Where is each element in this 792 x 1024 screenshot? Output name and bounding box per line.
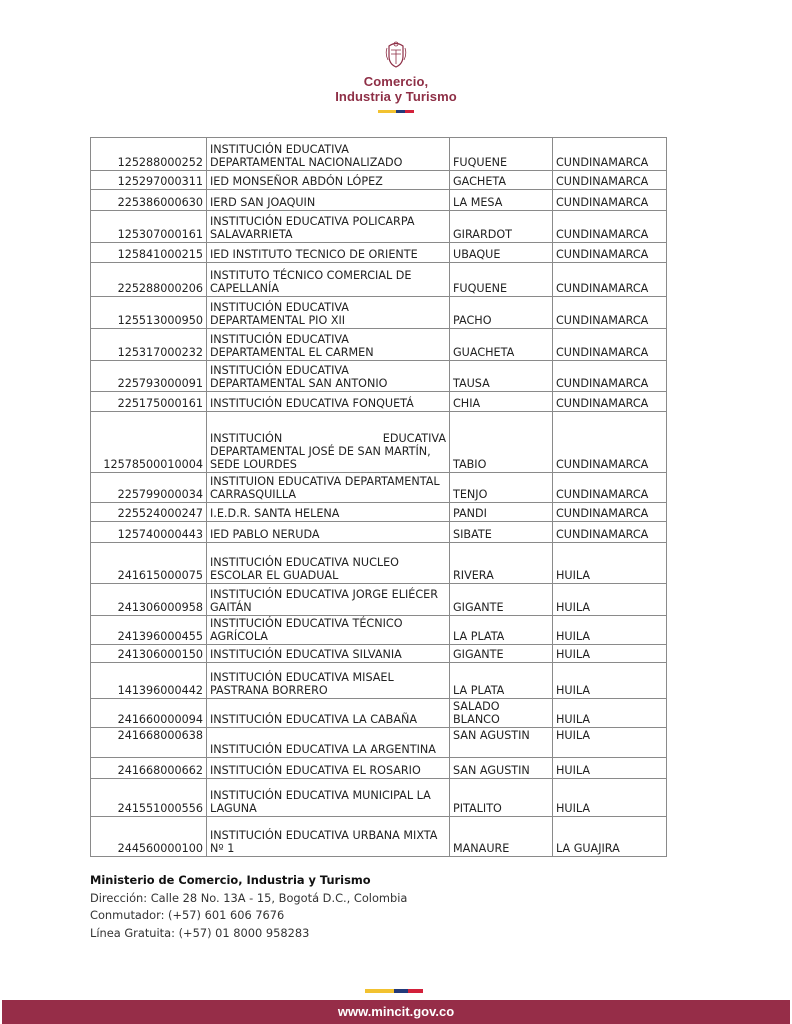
address: Dirección: Calle 28 No. 13A - 15, Bogotá D.C., Colombia <box>90 890 408 905</box>
cell-department: CUNDINAMARCA <box>553 473 667 503</box>
table-row <box>91 412 667 473</box>
table-row <box>91 138 667 171</box>
cell-code: 125317000232 <box>91 329 207 361</box>
website-footer-bar <box>2 1000 790 1024</box>
table-row <box>91 645 667 663</box>
ministry-logo <box>300 40 492 113</box>
institution-name-text: INSTITUCIÓN EDUCATIVA LA ARGENTINA <box>210 743 436 756</box>
cell-department: HUILA <box>553 616 667 645</box>
institution-name-text: INSTITUCIÓN EDUCATIVA DEPARTAMENTAL EL CARMEN <box>210 333 374 359</box>
cell-institution-name <box>207 817 450 857</box>
institution-name-text: INSTITUCIÓN EDUCATIVA MUNICIPAL LA LAGUNA <box>210 789 431 815</box>
cell-code: 241306000150 <box>91 645 207 663</box>
cell-institution-name <box>207 584 450 616</box>
cell-department: LA GUAJIRA <box>553 817 667 857</box>
toll-free-phone: Línea Gratuita: (+57) 01 8000 958283 <box>90 925 310 940</box>
institution-name-text: INSTITUCIÓN EDUCATIVA EL ROSARIO <box>210 764 421 777</box>
cell-institution-name <box>207 263 450 297</box>
institution-name-text: INSTITUCIÓN EDUCATIVA URBANA MIXTA <box>210 829 438 842</box>
institution-name-text: INSTITUCIÓN EDUCATIVA TÉCNICO AGRÍCOLA <box>210 617 403 643</box>
cell-municipality: PANDI <box>450 503 553 522</box>
cell-department: HUILA <box>553 645 667 663</box>
cell-department: CUNDINAMARCA <box>553 138 667 171</box>
cell-municipality: FUQUENE <box>450 138 553 171</box>
cell-code: 125841000215 <box>91 243 207 263</box>
institution-name-text: IERD SAN JOAQUIN <box>210 196 316 209</box>
cell-department: CUNDINAMARCA <box>553 211 667 243</box>
cell-institution-name <box>207 699 450 728</box>
table-row <box>91 522 667 543</box>
cell-institution-name <box>207 503 450 522</box>
institution-name-text: I.E.D.R. SANTA HELENA <box>210 507 340 520</box>
cell-code: 125307000161 <box>91 211 207 243</box>
cell-code: 125513000950 <box>91 297 207 329</box>
cell-municipality: MANAURE <box>450 817 553 857</box>
cell-department: CUNDINAMARCA <box>553 190 667 211</box>
cell-institution-name <box>207 522 450 543</box>
cell-institution-name <box>207 779 450 817</box>
cell-municipality: PITALITO <box>450 779 553 817</box>
cell-code: 225288000206 <box>91 263 207 297</box>
cell-institution-name <box>207 329 450 361</box>
cell-institution-name <box>207 138 450 171</box>
cell-municipality: GUACHETA <box>450 329 553 361</box>
institution-name-text: IED PABLO NERUDA <box>210 528 320 541</box>
cell-department: HUILA <box>553 699 667 728</box>
cell-institution-name <box>207 361 450 392</box>
cell-institution-name <box>207 171 450 190</box>
institution-name-text: INSTITUTO TÉCNICO COMERCIAL DE CAPELLANÍA <box>210 269 412 295</box>
cell-municipality: FUQUENE <box>450 263 553 297</box>
institution-name-text: IED INSTITUTO TECNICO DE ORIENTE <box>210 248 418 261</box>
website-link[interactable]: www.mincit.gov.co <box>337 1004 455 1019</box>
cell-institution-name <box>207 190 450 211</box>
cell-municipality: CHIA <box>450 392 553 412</box>
cell-code: 225793000091 <box>91 361 207 392</box>
institution-name-text: IED MONSEÑOR ABDÓN LÓPEZ <box>210 175 383 188</box>
cell-municipality: TABIO <box>450 412 553 473</box>
cell-department: HUILA <box>553 543 667 584</box>
institution-name-text: INSTITUCIÓN EDUCATIVA SILVANIA <box>210 648 402 661</box>
cell-code: 225386000630 <box>91 190 207 211</box>
bottom-flag-stripe <box>365 989 423 993</box>
cell-department: CUNDINAMARCA <box>553 243 667 263</box>
logo-line-1: Comercio, <box>363 74 429 89</box>
table-row <box>91 728 667 758</box>
cell-department: CUNDINAMARCA <box>553 361 667 392</box>
cell-code: 241660000094 <box>91 699 207 728</box>
coat-of-arms-icon <box>385 40 407 70</box>
cell-department: HUILA <box>553 663 667 699</box>
cell-institution-name <box>207 543 450 584</box>
table-row <box>91 616 667 645</box>
cell-institution-name <box>207 392 450 412</box>
cell-code: 241396000455 <box>91 616 207 645</box>
cell-code: 225799000034 <box>91 473 207 503</box>
cell-municipality: GIRARDOT <box>450 211 553 243</box>
table-row <box>91 361 667 392</box>
cell-department: CUNDINAMARCA <box>553 503 667 522</box>
institution-name-text: INSTITUCIÓN EDUCATIVA DEPARTAMENTAL PIO XII <box>210 301 349 327</box>
table-row <box>91 758 667 779</box>
cell-department: CUNDINAMARCA <box>553 263 667 297</box>
institution-name-text-line2: Nº 1 <box>210 842 235 855</box>
switchboard-phone: Conmutador: (+57) 601 606 7676 <box>90 908 285 922</box>
institution-name-text: INSTITUCIÓN EDUCATIVA DEPARTAMENTAL NACIONALIZADO <box>210 143 403 169</box>
cell-institution-name <box>207 728 450 758</box>
cell-municipality: PACHO <box>450 297 553 329</box>
flag-stripe <box>378 110 414 113</box>
table-row <box>91 263 667 297</box>
cell-municipality: SAN AGUSTIN <box>450 728 553 758</box>
institution-name-text: INSTITUCIÓN EDUCATIVA DEPARTAMENTAL SAN ANTONIO <box>210 364 388 390</box>
cell-municipality: GIGANTE <box>450 645 553 663</box>
table-row <box>91 584 667 616</box>
cell-code: 241551000556 <box>91 779 207 817</box>
cell-municipality: GIGANTE <box>450 584 553 616</box>
cell-department: HUILA <box>553 758 667 779</box>
cell-institution-name <box>207 211 450 243</box>
cell-department: CUNDINAMARCA <box>553 329 667 361</box>
contact-info <box>90 872 407 942</box>
cell-department: HUILA <box>553 584 667 616</box>
institution-name-text: INSTITUCIÓN EDUCATIVA DEPARTAMENTAL JOSÉ DE SAN MARTÍN, <box>210 432 446 458</box>
table-row <box>91 392 667 412</box>
institution-name-text: INSTITUCIÓN EDUCATIVA JORGE ELIÉCER GAITÁN <box>210 588 439 614</box>
table-row <box>91 699 667 728</box>
cell-institution-name <box>207 243 450 263</box>
logo-line-2: Industria y Turismo <box>335 89 457 104</box>
table-row <box>91 543 667 584</box>
table-row <box>91 297 667 329</box>
institution-name-text: INSTITUCIÓN EDUCATIVA POLICARPA SALAVARRIETA <box>210 215 415 241</box>
cell-code: 125740000443 <box>91 522 207 543</box>
institution-name-text-line2: SEDE LOURDES <box>210 458 297 471</box>
cell-code: 141396000442 <box>91 663 207 699</box>
table-row <box>91 211 667 243</box>
cell-municipality: SALADO BLANCO <box>450 699 553 728</box>
schools-table <box>90 137 667 857</box>
table-row <box>91 779 667 817</box>
cell-institution-name <box>207 473 450 503</box>
cell-department: CUNDINAMARCA <box>553 522 667 543</box>
ministry-name: Ministerio de Comercio, Industria y Turismo <box>90 873 371 887</box>
cell-code: 225175000161 <box>91 392 207 412</box>
table-row <box>91 243 667 263</box>
cell-municipality: LA PLATA <box>450 616 553 645</box>
table-row <box>91 663 667 699</box>
institution-name-text: INSTITUCIÓN EDUCATIVA LA CABAÑA <box>210 713 418 726</box>
cell-department: CUNDINAMARCA <box>553 392 667 412</box>
cell-institution-name <box>207 758 450 779</box>
table-row <box>91 503 667 522</box>
cell-department: HUILA <box>553 728 667 758</box>
institution-name-text: INSTITUCIÓN EDUCATIVA NUCLEO ESCOLAR EL GUADUAL <box>210 556 399 582</box>
cell-code: 241668000662 <box>91 758 207 779</box>
cell-municipality: SAN AGUSTIN <box>450 758 553 779</box>
cell-department: HUILA <box>553 779 667 817</box>
cell-institution-name <box>207 663 450 699</box>
institution-name-text: INSTITUION EDUCATIVA DEPARTAMENTAL CARRASQUILLA <box>210 475 440 501</box>
cell-code: 241306000958 <box>91 584 207 616</box>
cell-municipality: LA MESA <box>450 190 553 211</box>
table-row <box>91 190 667 211</box>
cell-municipality: TAUSA <box>450 361 553 392</box>
cell-municipality: SIBATE <box>450 522 553 543</box>
cell-department: CUNDINAMARCA <box>553 412 667 473</box>
cell-code: 125288000252 <box>91 138 207 171</box>
institution-name-text: INSTITUCIÓN EDUCATIVA FONQUETÁ <box>210 397 414 410</box>
cell-institution-name <box>207 297 450 329</box>
cell-institution-name <box>207 616 450 645</box>
cell-department: CUNDINAMARCA <box>553 297 667 329</box>
cell-code: 241668000638 <box>91 728 207 758</box>
cell-institution-name <box>207 645 450 663</box>
table-row <box>91 817 667 857</box>
cell-municipality: GACHETA <box>450 171 553 190</box>
cell-municipality: RIVERA <box>450 543 553 584</box>
table-row <box>91 473 667 503</box>
institution-name-text: INSTITUCIÓN EDUCATIVA MISAEL PASTRANA BORRERO <box>210 671 394 697</box>
cell-code: 244560000100 <box>91 817 207 857</box>
cell-code: 241615000075 <box>91 543 207 584</box>
table-row <box>91 171 667 190</box>
cell-department: CUNDINAMARCA <box>553 171 667 190</box>
cell-code: 12578500010004 <box>91 412 207 473</box>
cell-institution-name <box>207 412 450 473</box>
cell-municipality: LA PLATA <box>450 663 553 699</box>
cell-municipality: UBAQUE <box>450 243 553 263</box>
cell-code: 225524000247 <box>91 503 207 522</box>
cell-municipality: TENJO <box>450 473 553 503</box>
cell-code: 125297000311 <box>91 171 207 190</box>
table-row <box>91 329 667 361</box>
